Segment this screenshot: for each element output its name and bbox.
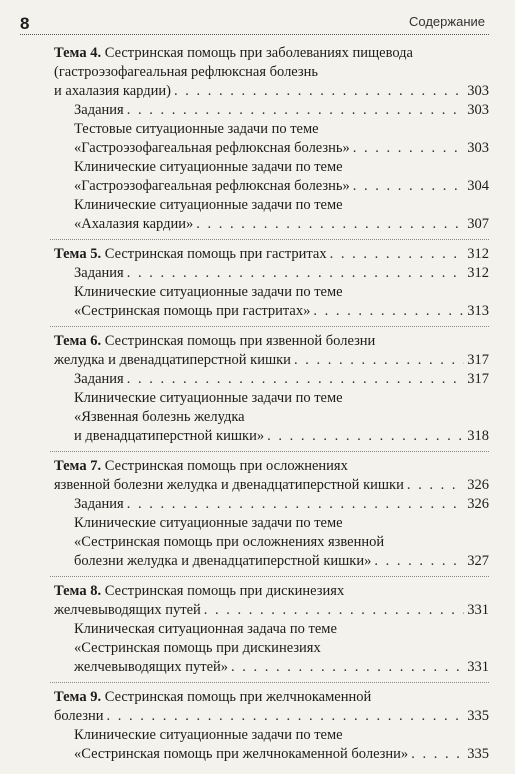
toc-entry-text: «Сестринская помощь при желчнокаменной болезни»: [74, 746, 409, 762]
dot-leader: [294, 351, 464, 370]
page-ref: 327: [467, 553, 489, 569]
toc-line: [50, 495, 489, 514]
dot-leader: [353, 177, 464, 196]
toc-entry-text: болезни желудка и двенадцатиперстной кишки»: [74, 553, 372, 569]
toc-entry-text: «Сестринская помощь при осложнениях язвенной: [74, 534, 385, 550]
toc-topic: [50, 332, 489, 452]
toc-line: [50, 177, 489, 196]
toc-entry-text: Клинические ситуационные задачи по теме: [74, 515, 343, 531]
toc-entry-text: Сестринская помощь при дискинезиях: [104, 583, 345, 599]
page-ref: 312: [467, 265, 489, 281]
page-number: 8: [20, 14, 30, 33]
dot-leader: [127, 264, 465, 283]
toc-topic: [50, 688, 489, 769]
toc-entry-text: язвенной болезни желудка и двенадцатиперстной кишки: [54, 477, 404, 493]
toc-entry-text: Сестринская помощь при желчнокаменной: [104, 689, 372, 705]
dot-leader: [127, 370, 465, 389]
toc-entry-text: «Гастроэзофагеальная рефлюксная болезнь»: [74, 178, 350, 194]
toc-entry-text: (гастроэзофагеальная рефлюксная болезнь: [54, 64, 319, 80]
toc-line: [50, 582, 489, 601]
page-ref: 331: [467, 659, 489, 675]
toc-line: [50, 745, 489, 764]
toc-entry-text: Задания: [74, 265, 124, 281]
toc-entry-text: Клинические ситуационные задачи по теме: [74, 159, 343, 175]
page-ref: 326: [467, 477, 489, 493]
dot-leader: [353, 139, 464, 158]
toc-line: [50, 215, 489, 234]
dot-leader: [374, 552, 464, 571]
toc-line: [50, 688, 489, 707]
toc-entry-text: желчевыводящих путей: [54, 602, 201, 618]
toc-line: [50, 457, 489, 476]
toc-line: [50, 476, 489, 495]
table-of-contents: [0, 44, 515, 774]
toc-topic: [50, 457, 489, 577]
page-ref: 317: [467, 371, 489, 387]
toc-line: [50, 158, 489, 177]
dot-leader: [330, 245, 465, 264]
toc-line: [50, 658, 489, 677]
toc-line: [50, 552, 489, 571]
toc-line: [50, 639, 489, 658]
dot-leader: [127, 495, 465, 514]
page-ref: 304: [467, 178, 489, 194]
toc-entry-text: Клинические ситуационные задачи по теме: [74, 197, 343, 213]
toc-entry-text: «Язвенная болезнь желудка: [74, 409, 245, 425]
topic-number: Тема 9.: [54, 689, 102, 705]
toc-entry-text: Клинические ситуационные задачи по теме: [74, 727, 343, 743]
toc-line: [50, 44, 489, 63]
toc-line: [50, 101, 489, 120]
page-ref: 318: [467, 428, 489, 444]
toc-topic: [50, 582, 489, 683]
toc-entry-text: Сестринская помощь при заболеваниях пищевода: [104, 45, 413, 61]
dot-leader: [407, 476, 464, 495]
dot-leader: [267, 427, 464, 446]
page-ref: 303: [467, 83, 489, 99]
topic-number: Тема 4.: [54, 45, 102, 61]
toc-line: [50, 264, 489, 283]
toc-line: [50, 389, 489, 408]
toc-entry-text: Тестовые ситуационные задачи по теме: [74, 121, 319, 137]
toc-entry-text: Задания: [74, 102, 124, 118]
toc-topic: [50, 245, 489, 327]
toc-topic: [50, 44, 489, 240]
toc-line: [50, 427, 489, 446]
toc-entry-text: «Сестринская помощь при гастритах»: [74, 303, 311, 319]
toc-entry-text: «Сестринская помощь при дискинезиях: [74, 640, 321, 656]
toc-line: [50, 63, 489, 82]
toc-entry-text: болезни: [54, 708, 104, 724]
dot-leader: [196, 215, 464, 234]
toc-line: [50, 351, 489, 370]
toc-line: [50, 370, 489, 389]
topic-number: Тема 7.: [54, 458, 102, 474]
toc-entry-text: Клиническая ситуационная задача по теме: [74, 621, 337, 637]
page-ref: 303: [467, 140, 489, 156]
toc-entry-text: «Гастроэзофагеальная рефлюксная болезнь»: [74, 140, 350, 156]
toc-line: [50, 245, 489, 264]
toc-line: [50, 196, 489, 215]
toc-line: [50, 332, 489, 351]
page-ref: 312: [467, 246, 489, 262]
dot-leader: [411, 745, 464, 764]
page-ref: 326: [467, 496, 489, 512]
topic-number: Тема 8.: [54, 583, 102, 599]
toc-entry-text: Сестринская помощь при осложнениях: [104, 458, 348, 474]
toc-entry-text: Клинические ситуационные задачи по теме: [74, 284, 343, 300]
toc-line: [50, 120, 489, 139]
page-ref: 313: [467, 303, 489, 319]
toc-entry-text: желудка и двенадцатиперстной кишки: [54, 352, 291, 368]
toc-line: [50, 139, 489, 158]
dot-leader: [231, 658, 464, 677]
page-ref: 307: [467, 216, 489, 232]
toc-line: [50, 707, 489, 726]
toc-entry-text: Клинические ситуационные задачи по теме: [74, 390, 343, 406]
toc-line: [50, 601, 489, 620]
dot-leader: [204, 601, 464, 620]
toc-entry-text: желчевыводящих путей»: [74, 659, 229, 675]
toc-line: [50, 620, 489, 639]
toc-entry-text: Сестринская помощь при гастритах: [104, 246, 327, 262]
header-divider: [20, 34, 489, 35]
toc-entry-text: и двенадцатиперстной кишки»: [74, 428, 265, 444]
toc-line: [50, 514, 489, 533]
toc-entry-text: «Ахалазия кардии»: [74, 216, 194, 232]
page-ref: 331: [467, 602, 489, 618]
dot-leader: [127, 101, 465, 120]
toc-line: [50, 302, 489, 321]
dot-leader: [313, 302, 464, 321]
toc-entry-text: Сестринская помощь при язвенной болезни: [104, 333, 376, 349]
page-ref: 303: [467, 102, 489, 118]
toc-line: [50, 533, 489, 552]
toc-line: [50, 82, 489, 101]
toc-entry-text: Задания: [74, 371, 124, 387]
toc-entry-text: Задания: [74, 496, 124, 512]
dot-leader: [107, 707, 465, 726]
page-ref: 335: [467, 746, 489, 762]
running-header: Содержание: [409, 14, 485, 29]
topic-number: Тема 6.: [54, 333, 102, 349]
page-ref: 335: [467, 708, 489, 724]
toc-line: [50, 408, 489, 427]
toc-line: [50, 283, 489, 302]
toc-line: [50, 726, 489, 745]
page-ref: 317: [467, 352, 489, 368]
dot-leader: [174, 82, 464, 101]
toc-entry-text: и ахалазия кардии): [54, 83, 171, 99]
topic-number: Тема 5.: [54, 246, 102, 262]
